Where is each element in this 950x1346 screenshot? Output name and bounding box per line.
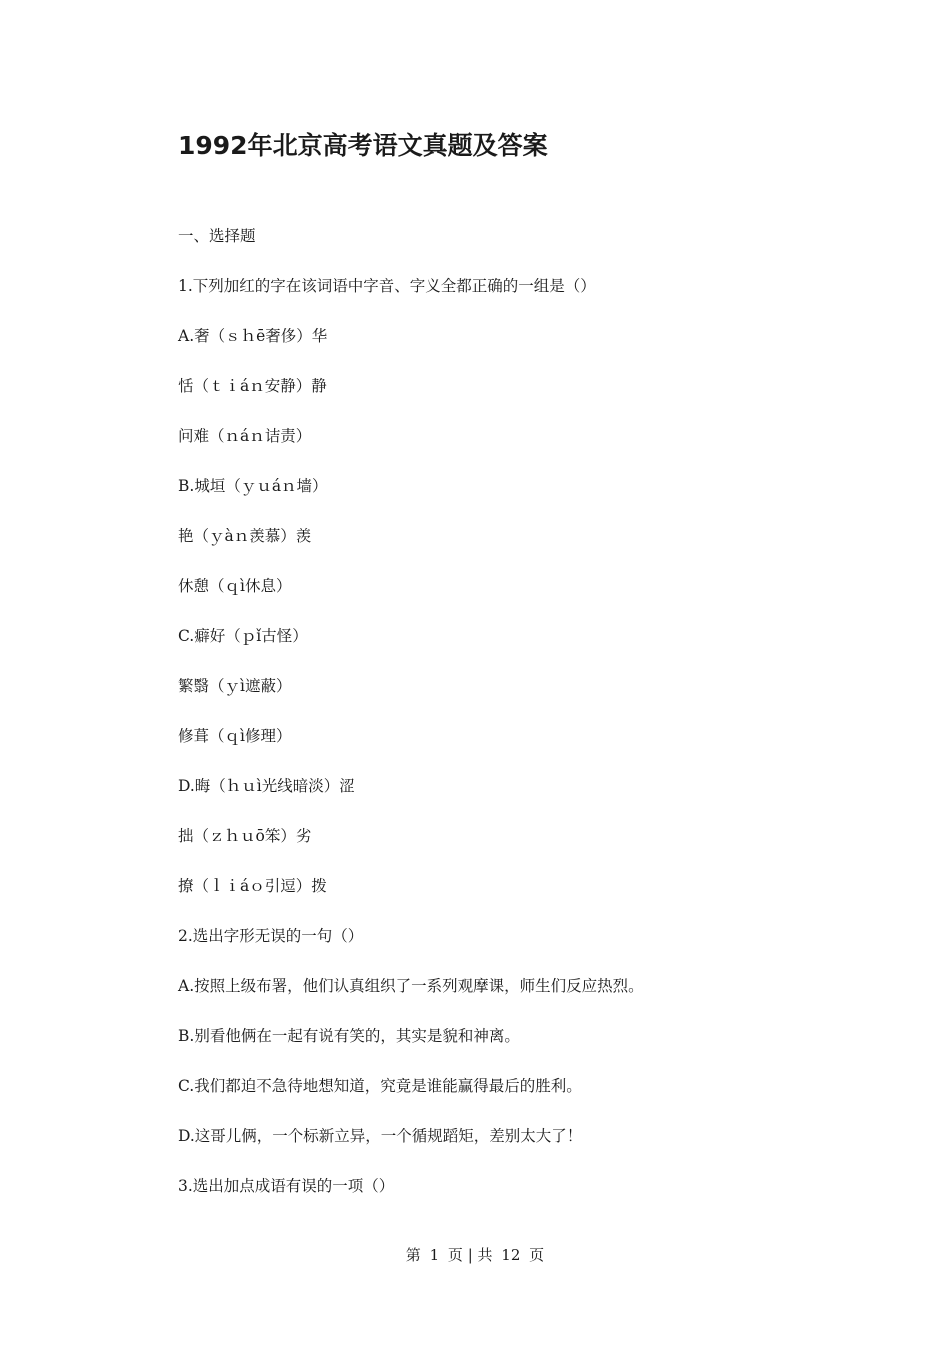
question-1-option-c-line-2: 繁翳（ｙì遮蔽） <box>178 677 292 695</box>
total-pages-number: 12 <box>501 1246 521 1264</box>
question-1-option-d-line-1: D.晦（ｈｕì光线暗淡）涩 <box>178 777 355 795</box>
question-2-option-a: A.按照上级布署，他们认真组织了一系列观摩课，师生们反应热烈。 <box>178 977 644 995</box>
page-footer <box>0 1243 950 1267</box>
question-1-option-a-line-3: 问难（ｎáｎ诘责） <box>178 427 312 445</box>
question-1-option-b-line-1: B.城垣（ｙｕáｎ墙） <box>178 477 328 495</box>
question-1-option-d-line-2: 拙（ｚｈｕō笨）劣 <box>178 827 312 845</box>
question-1-option-d-line-3: 撩（ｌｉáｏ引逗）拨 <box>178 877 327 895</box>
question-1-option-c-line-3: 修葺（ｑì修理） <box>178 727 292 745</box>
question-2-option-c: C.我们都迫不急待地想知道，究竟是谁能赢得最后的胜利。 <box>178 1077 582 1095</box>
document-title: 1992年北京高考语文真题及答案 <box>178 131 548 160</box>
question-2-option-d: D.这哥儿俩，一个标新立异，一个循规蹈矩，差别太大了！ <box>178 1127 583 1145</box>
page-label-mid: 页 | 共 <box>447 1246 493 1264</box>
current-page-number: 1 <box>429 1246 440 1264</box>
section-heading: 一、选择题 <box>178 227 256 245</box>
question-3: 3.选出加点成语有误的一项（） <box>178 1177 395 1195</box>
question-1-option-c-line-1: C.癖好（ｐǐ古怪） <box>178 627 308 645</box>
question-2-option-b: B.别看他俩在一起有说有笑的，其实是貌和神离。 <box>178 1027 520 1045</box>
question-1-option-b-line-3: 休憩（ｑì休息） <box>178 577 292 595</box>
question-1-option-b-line-2: 艳（ｙàｎ羡慕）羡 <box>178 527 312 545</box>
page-label-prefix: 第 <box>405 1246 421 1264</box>
question-2: 2.选出字形无误的一句（） <box>178 927 364 945</box>
question-1-option-a-line-1: A.奢（ｓｈē奢侈）华 <box>178 327 328 345</box>
question-1-option-a-line-2: 恬（ｔｉáｎ安静）静 <box>178 377 327 395</box>
document-body <box>178 221 818 1221</box>
page-label-suffix: 页 <box>529 1246 545 1264</box>
question-1: 1.下列加红的字在该词语中字音、字义全都正确的一组是（） <box>178 277 596 295</box>
